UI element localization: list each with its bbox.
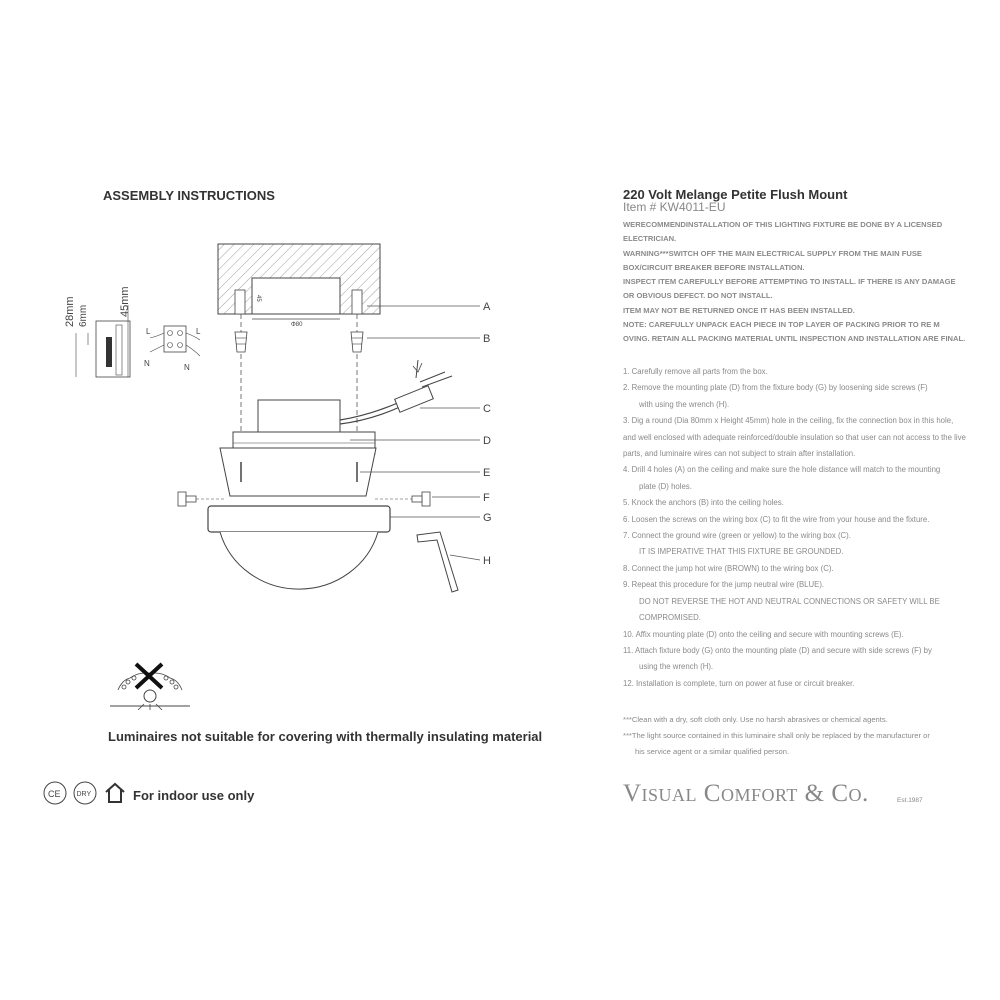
care-light-source-cont: his service agent or a similar qualified person. <box>635 747 790 756</box>
step-2-cont: with using the wrench (H). <box>639 399 730 409</box>
step-4: 4. Drill 4 holes (A) on the ceiling and make sure the hole distance will match to the mounting <box>623 465 941 475</box>
side-dimension-detail <box>58 275 138 390</box>
step-4-cont: plate (D) holes. <box>639 481 692 491</box>
label-C: C <box>483 403 491 415</box>
assembly-heading: ASSEMBLY INSTRUCTIONS <box>103 188 275 203</box>
dry-mark-text: DRY <box>76 791 92 798</box>
ce-mark-icon <box>42 780 68 806</box>
wire-L-left: L <box>146 327 151 336</box>
step-7: 7. Connect the ground wire (green or yellow) to the wiring box (C). <box>623 531 851 541</box>
label-E: E <box>483 467 491 479</box>
steps-list <box>623 364 968 692</box>
step-11-cont: using the wrench (H). <box>639 662 714 672</box>
care-notes <box>623 712 968 760</box>
step-3: 3. Dig a round (Dia 80mm x Height 45mm) hole in the ceiling, fix the connection box in this hole, and well enclosed with adequate reinforced/double insulation so that user can not access to the live parts, and luminaire wires can not subject to strain after installation. <box>623 416 966 459</box>
brand-logo: Visual Comfort & Co. <box>623 780 869 807</box>
brand-established: Est.1987 <box>897 797 923 804</box>
ce-mark-text: CE <box>48 789 61 799</box>
indoor-use-text: For indoor use only <box>133 788 255 803</box>
wire-N-left: N <box>144 359 150 368</box>
step-6: 6. Loosen the screws on the wiring box (C) to fit the wire from your house and the fixture. <box>623 514 930 524</box>
step-9-note: DO NOT REVERSE THE HOT AND NEUTRAL CONNECTIONS OR SAFETY WILL BE COMPROMISED. <box>639 596 940 623</box>
warning-licensed: WERECOMMENDINSTALLATION OF THIS LIGHTING FIXTURE BE DONE BY A LICENSED ELECTRICIAN. <box>623 220 943 244</box>
warning-inspect: INSPECT ITEM CAREFULLY BEFORE ATTEMPTING TO INSTALL. IF THERE IS ANY DAMAGE OR OBVIOUS DEFECT. DO NOT INSTALL. <box>623 277 956 301</box>
step-10: 10. Affix mounting plate (D) onto the ceiling and secure with mounting screws (E). <box>623 629 904 639</box>
step-9: 9. Repeat this procedure for the jump neutral wire (BLUE). <box>623 580 825 590</box>
step-7-note: IT IS IMPERATIVE THAT THIS FIXTURE BE GROUNDED. <box>639 547 844 557</box>
wiring-box <box>258 360 452 432</box>
care-light-source: ***The light source contained in this luminaire shall only be replaced by the manufacturer or <box>623 731 930 740</box>
dim-6mm-label: 6mm <box>78 304 89 327</box>
step-2: 2. Remove the mounting plate (D) from the fixture body (G) by loosening side screws (F) <box>623 383 928 393</box>
label-F: F <box>483 492 490 504</box>
ceiling-block <box>218 244 380 314</box>
fixture-body <box>208 506 390 589</box>
insulation-warning: Luminaires not suitable for covering with thermally insulating material <box>108 729 543 744</box>
label-B: B <box>483 333 491 345</box>
no-insulation-icon <box>110 660 190 710</box>
dim-45-label: 45 <box>255 295 261 302</box>
label-H: H <box>483 555 491 567</box>
dim-28mm-label: 28mm <box>64 296 76 327</box>
product-title: 220 Volt Melange Petite Flush Mount <box>623 187 848 202</box>
label-G: G <box>483 512 492 524</box>
step-12: 12. Installation is complete, turn on power at fuse or circuit breaker. <box>623 678 855 688</box>
side-screw-left <box>178 492 225 506</box>
step-5: 5. Knock the anchors (B) into the ceiling holes. <box>623 498 784 508</box>
step-8: 8. Connect the jump hot wire (BROWN) to the wiring box (C). <box>623 563 834 573</box>
wire-L-right: L <box>196 327 201 336</box>
wrench <box>417 532 458 592</box>
wire-N-right: N <box>184 363 190 372</box>
anchor-right <box>351 332 363 352</box>
care-clean: ***Clean with a dry, soft cloth only. Use no harsh abrasives or chemical agents. <box>623 715 888 724</box>
side-screw-right <box>375 492 430 506</box>
label-D: D <box>483 435 491 447</box>
warning-returns: ITEM MAY NOT BE RETURNED ONCE IT HAS BEEN INSTALLED. <box>623 305 855 315</box>
terminal-detail <box>140 322 210 372</box>
step-11: 11. Attach fixture body (G) onto the mounting plate (D) and secure with side screws (F) by <box>623 645 932 655</box>
fixture-collar <box>220 448 376 496</box>
warning-unpack: NOTE: CAREFULLY UNPACK EACH PIECE IN TOP LAYER OF PACKING PRIOR TO RE M OVING. RETAIN ALL PACKING MATERIAL UNTIL INSPECTION AND INSTALLATION ARE FINAL. <box>623 320 966 344</box>
dim-80-label: Φ80 <box>291 322 303 328</box>
dry-mark-icon <box>72 780 98 806</box>
dim-45mm-label: 45mm <box>119 286 131 317</box>
label-A: A <box>483 301 491 313</box>
house-icon <box>103 781 127 805</box>
warnings-block <box>623 218 968 347</box>
item-number: Item # KW4011-EU <box>623 200 726 214</box>
warning-power: WARNING***SWITCH OFF THE MAIN ELECTRICAL SUPPLY FROM THE MAIN FUSE BOX/CIRCUIT BREAKER BEFORE INSTALLATION. <box>623 248 922 272</box>
anchor-left <box>235 332 247 352</box>
step-1: 1. Carefully remove all parts from the box. <box>623 367 768 376</box>
